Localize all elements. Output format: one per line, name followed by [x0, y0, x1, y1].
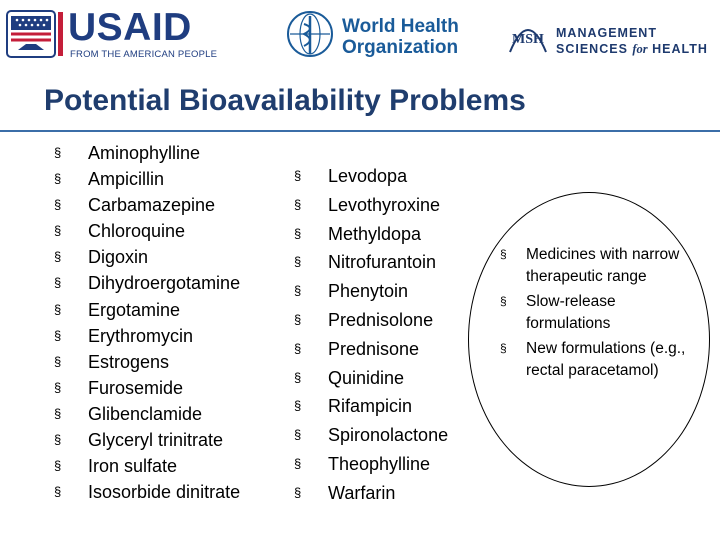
- list-item: [54, 244, 240, 270]
- list-item: [54, 401, 240, 427]
- msh-name-line1: MANAGEMENT: [556, 26, 657, 40]
- list-item-text: Prednisone: [328, 338, 420, 359]
- list-item: [500, 338, 700, 381]
- list-item: [54, 453, 240, 479]
- bullet-icon: §: [294, 484, 302, 500]
- list-item: [294, 220, 448, 249]
- bullet-icon: §: [500, 294, 507, 308]
- bullet-icon: §: [54, 171, 62, 187]
- msh-mark-icon: [508, 14, 548, 54]
- bullet-icon: §: [294, 225, 302, 241]
- list-item: [54, 375, 240, 401]
- msh-name-line2: [556, 42, 708, 57]
- list-item: [294, 277, 448, 306]
- bullet-icon: §: [54, 197, 62, 213]
- list-item: [294, 450, 448, 479]
- bullet-icon: §: [294, 455, 302, 471]
- bullet-icon: §: [294, 254, 302, 270]
- list-item-text: Erythromycin: [88, 325, 194, 346]
- bullet-icon: §: [294, 369, 302, 385]
- list-item-text: Rifampicin: [328, 396, 413, 417]
- bullet-icon: §: [54, 275, 62, 291]
- list-item-text: Medicines with narrow therapeutic range: [526, 246, 680, 285]
- usaid-logo: [6, 8, 216, 60]
- list-item-text: Carbamazepine: [88, 195, 216, 216]
- list-item-text: Ergotamine: [88, 299, 181, 320]
- list-item: [54, 427, 240, 453]
- bullet-icon: §: [54, 145, 62, 160]
- bullet-icon: §: [54, 223, 62, 239]
- list-item-text: Quinidine: [328, 367, 405, 388]
- who-logo: [286, 8, 459, 60]
- msh-for: for: [632, 42, 648, 56]
- list-item-text: Aminophylline: [88, 143, 201, 163]
- list-item: [500, 291, 700, 334]
- list-item-text: Phenytoin: [328, 281, 409, 302]
- list-item: [54, 218, 240, 244]
- list-item-text: Nitrofurantoin: [328, 252, 437, 273]
- who-name-line2: Organization: [342, 37, 459, 58]
- msh-mark-text: MSH: [512, 32, 544, 47]
- bullet-icon: §: [54, 301, 62, 317]
- list-item: [54, 479, 240, 505]
- list-item: [54, 140, 240, 166]
- bullet-icon: §: [500, 247, 507, 261]
- list-item-text: Furosemide: [88, 377, 184, 398]
- bullet-icon: §: [294, 427, 302, 443]
- bullet-icon: §: [294, 196, 302, 212]
- list-item-text: Dihydroergotamine: [88, 273, 241, 294]
- list-item: [294, 392, 448, 421]
- list-item: [294, 421, 448, 450]
- list-item: [294, 306, 448, 335]
- list-item-text: Warfarin: [328, 482, 396, 503]
- usaid-wordmark: USAID: [68, 6, 192, 49]
- list-item-text: Prednisolone: [328, 309, 434, 330]
- who-name-line1: World Health: [342, 16, 459, 37]
- list-item: [294, 191, 448, 220]
- list-item-text: Chloroquine: [88, 221, 186, 242]
- bullet-icon: §: [54, 353, 62, 369]
- page-title: Potential Bioavailability Problems: [44, 84, 526, 117]
- who-emblem-icon: [286, 10, 334, 58]
- msh-health: HEALTH: [647, 42, 708, 56]
- bullet-icon: §: [294, 168, 302, 183]
- list-item-text: New formulations (e.g., rectal paracetamol): [526, 340, 686, 379]
- bullet-icon: §: [294, 340, 302, 356]
- bullet-icon: §: [54, 249, 62, 265]
- msh-sciences: SCIENCES: [556, 42, 633, 56]
- list-item-text: Estrogens: [88, 351, 170, 372]
- logo-header: [0, 0, 720, 66]
- bullet-icon: §: [54, 379, 62, 395]
- list-item: [294, 364, 448, 393]
- risk-factor-list: [500, 244, 700, 385]
- list-item-text: Glyceryl trinitrate: [88, 430, 224, 451]
- drug-list-right: [294, 162, 448, 508]
- usaid-tagline: FROM THE AMERICAN PEOPLE: [70, 49, 218, 60]
- bullet-icon: §: [294, 398, 302, 414]
- bullet-icon: §: [54, 327, 62, 343]
- list-item: [54, 192, 240, 218]
- title-divider: [0, 130, 720, 132]
- list-item: [54, 166, 240, 192]
- bullet-icon: §: [500, 341, 507, 355]
- bullet-icon: §: [294, 283, 302, 299]
- usaid-divider: [58, 12, 63, 56]
- list-item-text: Digoxin: [88, 247, 149, 268]
- usaid-seal-icon: [6, 10, 56, 58]
- list-item: [54, 270, 240, 296]
- list-item: [54, 323, 240, 349]
- list-item-text: Methyldopa: [328, 223, 422, 244]
- list-item: [294, 479, 448, 508]
- list-item-text: Glibenclamide: [88, 403, 203, 424]
- list-item: [294, 248, 448, 277]
- list-item-text: Isosorbide dinitrate: [88, 482, 241, 503]
- bullet-icon: §: [54, 484, 62, 500]
- list-item-text: Spironolactone: [328, 425, 449, 446]
- list-item: [294, 335, 448, 364]
- list-item: [54, 349, 240, 375]
- drug-list-left: [54, 140, 240, 505]
- list-item-text: Theophylline: [328, 453, 431, 474]
- list-item-text: Iron sulfate: [88, 456, 178, 477]
- bullet-icon: §: [54, 432, 62, 448]
- list-item-text: Levodopa: [328, 166, 408, 186]
- list-item-text: Levothyroxine: [328, 194, 441, 215]
- bullet-icon: §: [54, 458, 62, 474]
- list-item: [294, 162, 448, 191]
- list-item: [500, 244, 700, 287]
- list-item-text: Slow-release formulations: [526, 293, 616, 332]
- list-item-text: Ampicillin: [88, 169, 165, 190]
- bullet-icon: §: [54, 405, 62, 421]
- list-item: [54, 297, 240, 323]
- msh-logo: [508, 8, 714, 60]
- bullet-icon: §: [294, 311, 302, 327]
